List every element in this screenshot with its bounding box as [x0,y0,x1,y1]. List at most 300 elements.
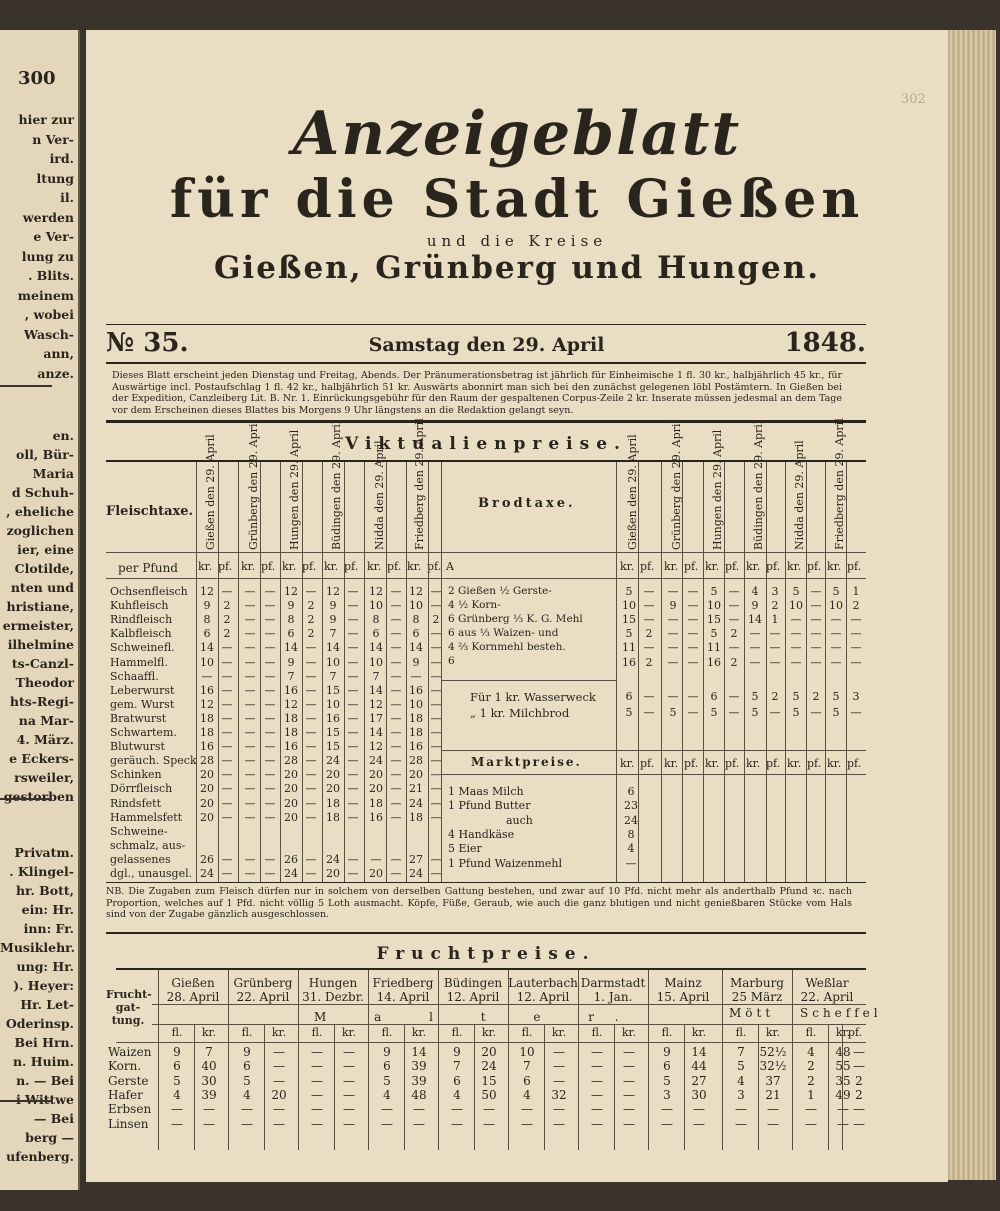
fleisch-value: — [221,867,233,880]
market-date: 12. April [446,990,500,1004]
frucht-value: — [553,1059,565,1074]
frucht-value: — [451,1116,463,1131]
frucht-value: 5 [243,1073,251,1088]
grid-line [298,970,299,1150]
fleisch-value: 24 [326,754,340,768]
pf-label: pf. [640,560,655,573]
kr-label: kr. [282,560,297,573]
fleisch-value: — [305,669,317,683]
kr-label: kr. [367,560,382,573]
fleisch-value: — [347,810,359,824]
brod-line: 6 aus ⅓ Waizen- und [448,627,559,639]
frucht-value: — [171,1102,183,1117]
fleisch-value: 12 [200,585,214,598]
fleisch-value: — [347,599,359,613]
market-name: Gießen [171,976,215,990]
kr-label: kr. [241,560,256,573]
frucht-value: — [203,1102,215,1117]
fleisch-item: Schweinefl. [110,641,175,655]
kr-label: kr. [705,560,720,573]
weck-value: — [643,706,655,719]
fleisch-value: 14 [284,641,298,655]
frucht-value: 7 [523,1059,531,1074]
frucht-value: 2 [807,1073,815,1088]
fleisch-item: Kalbfleisch [110,627,172,641]
fleisch-value: — [305,641,317,655]
frucht-value: — [837,1102,849,1117]
fleisch-value: 2 [307,627,315,641]
fleisch-item: Hammelfl. [110,655,168,669]
malter-label: M a l t e r. [314,1010,641,1024]
fleisch-value: 20 [409,768,423,782]
fleisch-value: 20 [284,810,298,824]
weck-value: 5 [710,706,718,719]
fleisch-value: — [221,641,233,655]
left-page-fragment: na Mar- [18,713,74,728]
brod-value: 5 [710,627,718,641]
rule [106,324,866,325]
fleisch-value: — [410,669,422,683]
fleisch-value: 16 [326,711,340,725]
markt-title: Marktpreise. [471,755,582,769]
fleisch-value: — [264,711,276,725]
frucht-value: 2 [807,1059,815,1074]
pf-label: pf. [766,757,781,770]
frucht-value: — [623,1116,635,1131]
grid-line [196,462,197,882]
grid-line [406,462,407,882]
frucht-value: — [805,1102,817,1117]
brod-value: 11 [622,641,636,655]
fleisch-value: — [264,669,276,683]
frucht-value: — [805,1116,817,1131]
frucht-name: Erbsen [108,1102,152,1117]
pf-label: pf. [302,560,317,573]
fleisch-value: 24 [409,867,423,880]
fleisch-value: 12 [369,740,383,754]
fleisch-value: — [390,683,402,697]
weck-value: — [810,706,822,719]
frucht-value: 3 [737,1087,745,1102]
fleisch-value: — [305,782,317,796]
pf-label: pf. [387,560,402,573]
fleisch-value: — [244,711,256,725]
brod-line: 4 ⅔ Kornmehl besteh. [448,641,566,653]
grid-line [158,970,159,1150]
fleisch-value: 15 [326,726,340,739]
market-date: 25 März [731,990,783,1004]
market-name: Büdingen [443,976,503,990]
fleisch-item: Schweine- [110,824,168,838]
frucht-value: 4 [173,1087,181,1102]
fleisch-value: — [430,697,442,711]
fleisch-value: 10 [200,655,214,669]
left-page-rule [0,385,52,387]
frucht-value: — [767,1102,779,1117]
nb-note: NB. Die Zugaben zum Fleisch dürfen nur in solchem von derselben Gattung bestehen, und zwar auf 10 Pfd. nicht mehr als anderthalb Pfund ꝛc. nach Proportion, welches auf 1 Pfd. nicht völlig 5 Loth ausmacht. Köpfe, Füße, Geraub, wie auch die ganz blutigen und nicht genießbaren Stücke vom Hals sind von der Zugabe gänzlich ausgeschlossen. [106,886,852,920]
fl-label: fl. [735,1026,747,1039]
pf-label: pf. [640,757,655,770]
left-page-fragment: ilhelmine [7,637,74,652]
masthead-districts: Gießen, Grünberg und Hungen. [213,250,821,286]
fleisch-item: Schinken [110,768,162,782]
brod-value: — [790,627,802,641]
fleisch-value: 8 [287,613,295,627]
fleisch-value: — [244,585,256,598]
fleisch-value: — [221,740,233,754]
fleisch-value: 9 [287,599,295,613]
fleisch-value: 28 [200,754,214,768]
market-date: 14. April [376,990,430,1004]
kr-label: kr. [827,757,842,770]
fleisch-value: — [264,768,276,782]
brod-value: 11 [707,641,721,655]
pf-label: pf. [218,560,233,573]
grid-line [441,774,866,775]
fleisch-value: — [347,655,359,669]
frucht-value: — [623,1045,635,1059]
fleisch-value: — [347,740,359,754]
fleisch-value: — [264,810,276,824]
fleisch-value: 8 [203,613,211,627]
weck-value: 5 [832,706,840,719]
brod-value: — [769,641,781,655]
fleisch-value: 18 [284,726,298,739]
brod-value: 10 [789,599,803,613]
frucht-value: — [273,1102,285,1117]
fleisch-value: — [347,852,359,866]
brod-value: — [830,627,842,641]
fleisch-value: — [430,655,442,669]
left-page-fragment: Hr. Let- [20,997,74,1012]
kr-label: kr. [620,757,635,770]
frucht-value: — [591,1045,603,1059]
kr-label: kr. [664,560,679,573]
fleisch-value: 6 [412,627,420,641]
left-page-fragment: e Ver- [33,229,74,244]
left-page-fragment: werden [22,209,74,225]
fleisch-value: — [305,697,317,711]
fleisch-value: 9 [287,655,295,669]
left-page-fragment: Privatm. [14,845,74,860]
weck-value: 2 [812,690,820,703]
fleisch-value: — [430,585,442,598]
kr-label: kr. [664,757,679,770]
fleisch-value: — [244,740,256,754]
frucht-value: 6 [243,1059,251,1074]
fleisch-value: 7 [329,627,337,641]
fleisch-value: — [221,754,233,768]
brod-value: — [810,627,822,641]
wasserweck-label: Für 1 kr. Wasserweck [470,690,596,704]
grid-line [368,970,369,1150]
scheffel-label: Scheffel [800,1006,882,1020]
fleisch-value: — [244,867,256,880]
pf-label: pf. [725,757,740,770]
fleisch-item: gelassenes [110,852,171,866]
brod-value: 5 [625,627,633,641]
fleisch-value: 20 [369,782,383,796]
fleisch-value: — [390,655,402,669]
grid-line [661,462,662,882]
frucht-value: — [203,1116,215,1131]
fleisch-value: — [430,768,442,782]
kr-label: kr. [411,1026,427,1039]
markt-value: 6 [627,785,635,798]
kr-label: kr. [765,1026,781,1039]
fleisch-value: — [347,782,359,796]
weck-value: — [850,706,862,719]
grid-line [703,462,704,882]
frucht-value: 6 [523,1073,531,1088]
brod-value: — [769,627,781,641]
fleisch-value: — [347,669,359,683]
fleisch-value: — [347,768,359,782]
frucht-value: — [311,1116,323,1131]
market-name: Weßlar [805,976,849,990]
fleisch-value: 14 [326,641,340,655]
fleisch-value: — [244,810,256,824]
fleisch-value: 20 [200,810,214,824]
fleisch-value: — [347,627,359,641]
markt-item: 4 Handkäse [448,827,515,841]
fleisch-value: — [430,683,442,697]
kr-label: kr. [341,1026,357,1039]
frucht-value: — [693,1116,705,1131]
fleisch-value: 27 [409,852,423,866]
left-page-number: 300 [18,68,56,89]
fleisch-value: 7 [329,669,337,683]
fleisch-value: 9 [203,599,211,613]
brod-town-header: Friedberg den 29. April [833,418,846,550]
weck-value: 5 [625,706,633,719]
frucht-value: — [311,1045,323,1059]
brod-value: — [667,627,679,641]
fleisch-item: geräuch. Speck [110,754,197,768]
pf-label: pf. [847,757,862,770]
faint-page-number: 302 [901,92,926,107]
fleisch-item: Hammelsfett [110,810,183,824]
brod-value: 10 [829,599,843,613]
issue-number: № 35. [106,328,189,358]
markt-value: 8 [627,827,635,841]
left-page [0,30,80,1190]
fleisch-value: — [264,754,276,768]
market-date: 22. April [800,990,854,1004]
fleisch-value: 6 [372,627,380,641]
brod-value: — [830,613,842,627]
frucht-value: 4 [243,1087,251,1102]
fleisch-value: 12 [369,585,383,598]
frucht-value: — [591,1073,603,1088]
fleisch-value: — [221,655,233,669]
left-page-fragment: inn: Fr. [23,921,74,936]
fleisch-value: 6 [203,627,211,641]
brod-value: — [687,599,699,613]
brod-value: — [728,641,740,655]
kr-label: kr. [481,1026,497,1039]
fleisch-value: — [305,711,317,725]
fleisch-value: 2 [307,599,315,613]
frucht-value: — [413,1102,425,1117]
frucht-value: — [311,1102,323,1117]
frucht-gattung-label: Frucht-gat-tung. [106,988,152,1027]
fleisch-value: — [390,669,402,683]
brod-value: — [728,599,740,613]
fleisch-value: 8 [372,613,380,627]
fleisch-value: 16 [369,810,383,824]
pf-label: pf. [427,560,442,573]
frucht-value: — [343,1087,355,1102]
left-page-fragment: 4. März. [16,732,74,747]
fleisch-value: — [347,867,359,880]
fleisch-value: — [221,782,233,796]
fleisch-value: — [221,852,233,866]
brod-value: 2 [645,627,653,641]
fleisch-value: — [430,852,442,866]
frucht-value: — [273,1059,285,1074]
frucht-value: 7 [737,1045,745,1059]
brod-value: — [810,655,822,669]
frucht-value: — [343,1102,355,1117]
frucht-value: 39 [411,1059,427,1074]
weck-value: 3 [852,690,860,703]
fleisch-value: — [244,655,256,669]
fleisch-value: — [305,796,317,810]
frucht-value: 2 [855,1087,863,1102]
brod-value: — [810,599,822,613]
frucht-value: — [591,1059,603,1074]
fleisch-value: — [264,655,276,669]
frucht-value: 5 [383,1073,391,1088]
fleisch-value: — [347,726,359,739]
kr-label: kr. [201,1026,217,1039]
fleisch-value: — [244,683,256,697]
fleisch-value: — [390,641,402,655]
brod-value: 3 [771,585,779,598]
fleisch-value: 16 [200,740,214,754]
fleisch-value: — [305,867,317,880]
fleisch-value: 6 [287,627,295,641]
fleisch-value: 14 [200,641,214,655]
fleisch-value: — [264,627,276,641]
fl-label: fl. [521,1026,533,1039]
fleisch-value: 18 [200,726,214,739]
left-page-fragment: ufenberg. [6,1149,74,1164]
frucht-value: 35 [835,1073,851,1088]
fleisch-item: Ochsenfleisch [110,585,188,598]
fleisch-value: — [264,613,276,627]
brod-value: — [790,641,802,655]
kr-label: kr. [787,757,802,770]
grid-line [322,462,323,882]
fleisch-value: — [390,711,402,725]
fleisch-value: — [264,585,276,598]
fleisch-value: — [221,697,233,711]
left-page-fragment: Oderinsp. [5,1016,74,1031]
fleisch-value: — [390,726,402,739]
fleisch-value: — [390,740,402,754]
grid-line [428,462,429,882]
town-header: Gießen den 29. April [204,434,217,550]
frucht-value: — [273,1045,285,1059]
grid-line [441,750,866,751]
frucht-name: Waizen [108,1045,152,1059]
grid-line [744,462,745,882]
left-page-fragment: ts-Canzl- [11,656,74,671]
fleisch-value: — [221,810,233,824]
brod-value: — [850,641,862,655]
brod-value: 16 [707,655,721,669]
masthead-subtitle: für die Stadt Gießen [169,169,865,230]
left-page-fragment: hts-Regi- [9,694,74,709]
frucht-value: — [521,1102,533,1117]
markt-item: 1 Pfund Waizenmehl [448,856,563,870]
fleisch-value: — [264,683,276,697]
left-page-fragment: ier, eine [17,542,74,557]
fleisch-value: — [221,683,233,697]
frucht-value: 44 [691,1059,707,1074]
brod-value: — [749,627,761,641]
grid-line [846,462,847,882]
market-name: Lauterbach [508,976,578,990]
kr-label: kr. [835,1026,851,1039]
fleisch-value: 10 [409,599,423,613]
grid-line [792,970,793,1150]
brod-value: — [643,599,655,613]
frucht-value: 6 [453,1073,461,1088]
fleischtaxe-label: Fleischtaxe. [106,504,194,519]
fl-label: fl. [451,1026,463,1039]
frucht-value: — [553,1045,565,1059]
brod-value: — [850,627,862,641]
left-page-fragment: n. — Bei [16,1073,74,1088]
fleisch-value: 17 [369,711,383,725]
frucht-value: — [381,1102,393,1117]
fleisch-value: 2 [432,613,440,627]
fl-label: fl. [805,1026,817,1039]
kr-label: kr. [705,757,720,770]
frucht-value: 27 [691,1073,707,1088]
brod-value: — [667,585,679,598]
rule [106,932,866,934]
fleisch-value: 20 [284,782,298,796]
fl-label: fl. [241,1026,253,1039]
fleisch-value: 21 [409,782,423,796]
left-page-fragment: il. [60,190,74,205]
frucht-value: — [483,1116,495,1131]
fleisch-value: 18 [369,796,383,810]
fleisch-item: Schwartem. [110,726,177,739]
fleisch-value: 18 [326,810,340,824]
frucht-value: — [623,1087,635,1102]
markt-value: 24 [624,813,638,827]
markt-value: 4 [627,842,635,856]
frucht-value: 2 [855,1073,863,1088]
fleisch-item: Bratwurst [110,711,167,725]
brod-value: 15 [622,613,636,627]
weck-value: 5 [751,706,759,719]
grid-line [260,462,261,882]
fleisch-item: schmalz, aus- [110,838,186,852]
frucht-name: Korn. [108,1059,142,1074]
fleisch-item: Rindsfett [110,796,161,810]
fleisch-value: 10 [369,655,383,669]
fleisch-value: 18 [409,711,423,725]
fleisch-value: — [305,585,317,598]
kr-label: kr. [691,1026,707,1039]
frucht-value: 24 [481,1059,497,1074]
